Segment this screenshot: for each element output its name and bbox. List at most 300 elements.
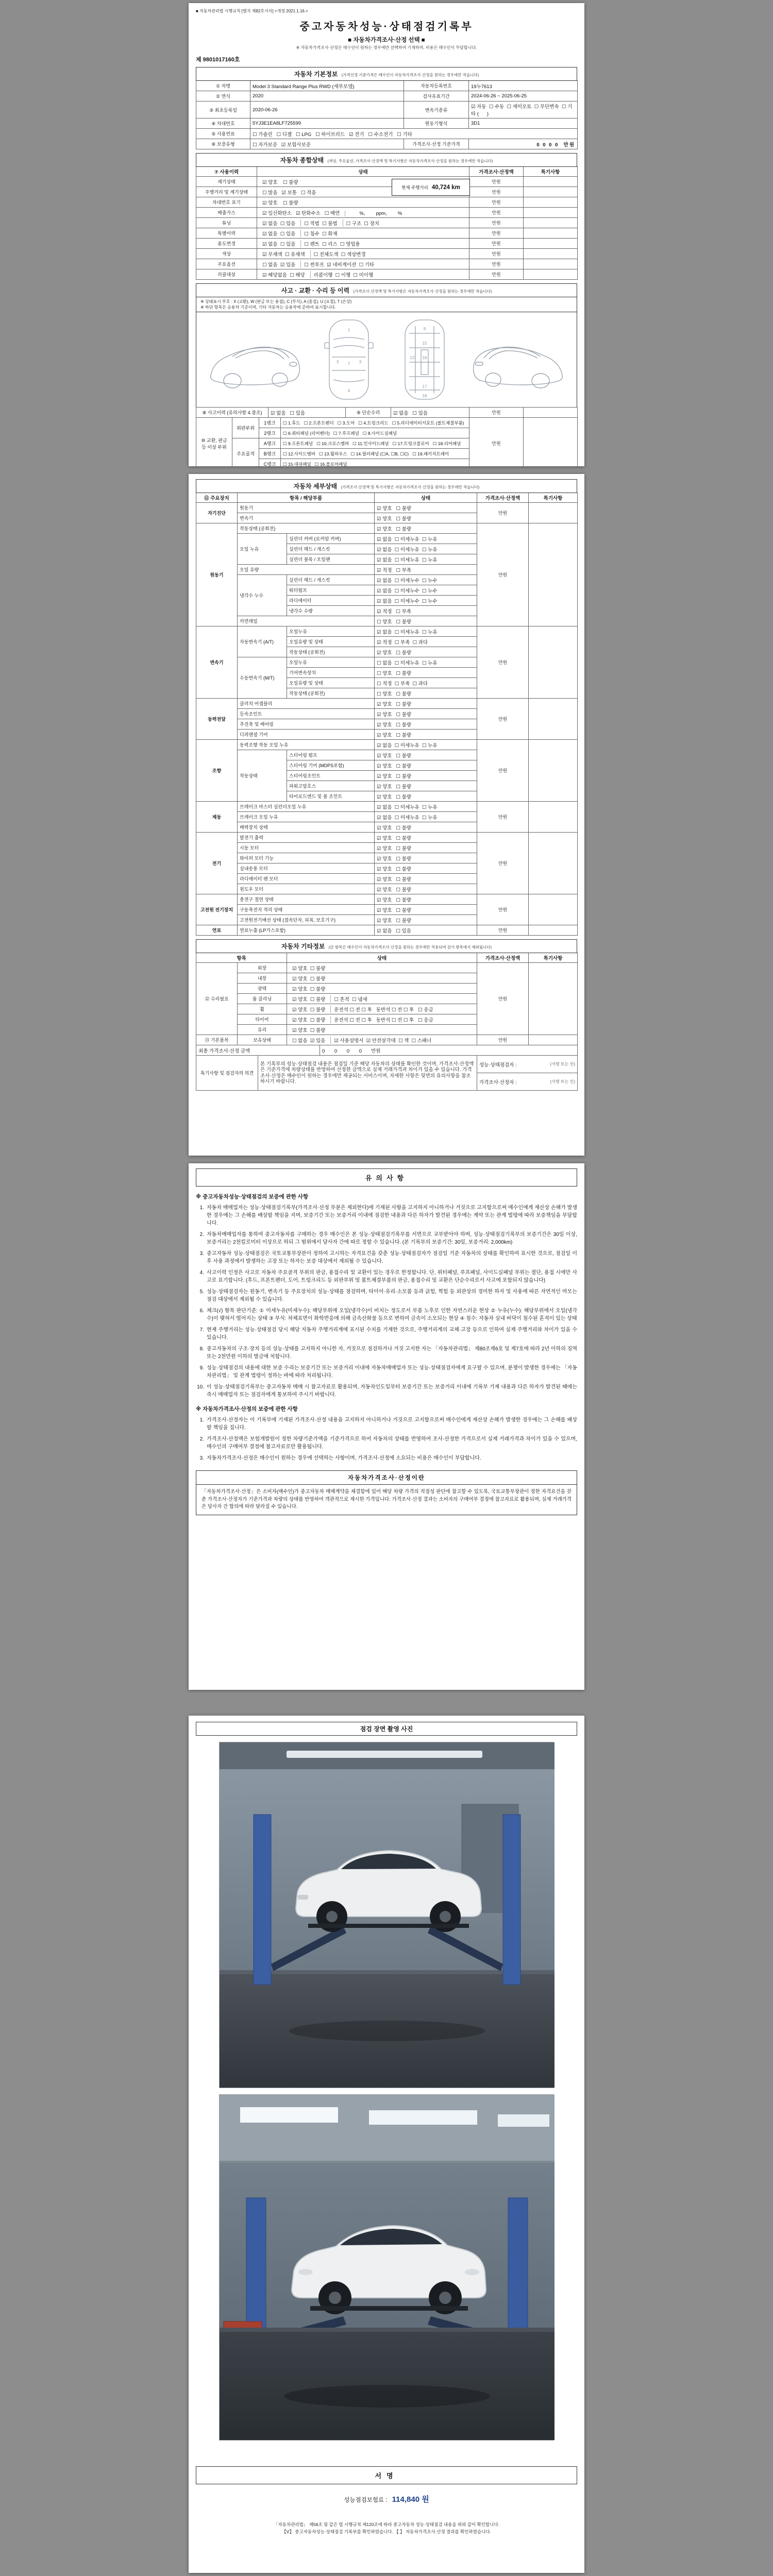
item-label: 시동 모터 [238,843,375,853]
table-row [196,187,578,197]
accident-history-label: ⑧ 사고이력 (유의사항 4.참조) [196,408,268,418]
use-history-label: 주요옵션 [196,259,257,269]
table-row [196,1056,578,1073]
notice-item [196,1269,577,1284]
footer-line-1: 「자동차관리법」 제58조 및 같은 법 시행규칙 제120조에 따라 중고자동차 성능·상태점검 내용을 위와 같이 확인합니다. [274,2522,499,2527]
device-group-label: 변속기 [196,626,238,699]
table-row [196,1045,578,1056]
item-label: 스티어링조인트 [287,771,375,781]
checkbox-group: ☐ 적법 ☐ 불법 [300,219,340,227]
status-cell [257,218,469,228]
status-cell: ☑ 양호 ☐ 불량 [375,750,477,760]
document-number: 제 9801017160호 [196,57,240,63]
status-cell: ☑ 양호 ☐ 불량 [375,760,477,771]
checkbox-group: ☑ 양호 ☐ 불량 [292,976,326,982]
section-title-text: 자동차 세부상태 [293,483,338,490]
notice-number: 5. [199,1289,204,1295]
status-cell: ☑ 양호 ☐ 불량 [375,853,477,863]
checkbox-group: ☑ 양호 ☐ 불량 [292,1007,326,1013]
table-row [196,228,578,239]
notice-number: 7. [199,1327,204,1333]
inspection-photo-1 [219,1742,554,2088]
use-history-label: 주행거리 및 계기상태 [196,187,257,197]
field-label: ③ 최초등록일 [196,101,250,118]
inspection-premium [196,2494,577,2504]
item-label: 등속조인트 [238,709,375,719]
etc-group-label: ⑫ 수리필요 [196,963,238,1035]
exchange-panel-table [196,417,578,466]
status-cell: ☑ 양호 ☐ 불량 [375,833,477,843]
use-history-label: 용도변경 [196,239,257,249]
notice-number: 6. [199,1308,204,1314]
field-value: ☑ 자동 ☐ 수동 ☐ 세미오토 ☐ 무단변속 ☐ 기타 ( ) [469,101,578,118]
svg-text:18: 18 [422,394,427,398]
etc-group-label: ⑬ 기본품목 [196,1035,238,1045]
section-title-text: 사고 · 교환 · 수리 등 이력 [281,287,350,294]
status-cell: ☑ 양호 ☐ 불량 [375,894,477,905]
status-cell: ☑ 양호 ☐ 불량 [375,647,477,657]
field-label: ⑥ 보증유형 [196,139,250,149]
table-row [196,408,578,418]
device-group-label: 연료 [196,925,238,936]
field-value: ☐ 가솔린 ☐ 디젤 ☐ LPG ☐ 하이브리드 ☑ 전기 ☐ 수소전기 ☐ 기타 [250,129,578,139]
checkbox-group: ☑ 없음 ☐ 있음 [262,241,296,247]
notice-head-1: ※ 중고자동차성능·상태점검의 보증에 관한 사항 [196,1194,309,1200]
section-title-detail [196,479,577,493]
table-row [196,523,578,534]
item-group-label: 냉각수 누수 [238,575,287,616]
checkbox-group: ☑ 양호 ☐ 불량 [262,179,298,185]
status-cell: ☑ 양호 ☐ 불량 [375,719,477,730]
note-cell [529,833,578,894]
inspector-sign-label: 성능·상태점검자 : [479,1062,517,1068]
svg-text:1: 1 [348,328,350,332]
item-label: 오일유량 및 상태 [287,637,375,647]
checkbox-group: ☑ 해당없음 ☐ 해당 [262,272,305,278]
notice-text: 이 성능·상태점검기록부는 중고자동차 매매 시 참고자료로 활용되며, 자동차인도일부터 보증기간 또는 보증거리 이내에 기록부 기재 내용과 다른 하자가 발견된 때에는 즉시 매매업자 또는 점검자에게 통보하여 주시기 바랍니다. [207,1384,577,1398]
amount-cell: 만원 [469,218,524,228]
status-cell: ☑ 없음 ☐ 미세누유 ☐ 누유 [375,544,477,554]
table-row [196,699,578,709]
appraiser-sign-cell [477,1073,578,1091]
item-label: 구동축전지 격리 상태 [238,905,375,915]
rank-label: 1랭크 [259,418,281,428]
sign-suffix: (서명 또는 인) [550,1079,575,1084]
use-history-label: 차대번호 표기 [196,197,257,208]
amount-cell: 만원 [469,259,524,269]
status-cell: ☑ 양호 ☐ 불량 [375,863,477,874]
note-cell [529,699,578,740]
status-cell [287,1014,477,1025]
car-top-view-diagram [314,316,383,403]
svg-text:7: 7 [348,362,350,366]
item-label: 라디에이터 [287,596,375,606]
etc-item-label: 휠 [238,1004,287,1014]
inspection-photo-2 [219,2094,554,2441]
status-cell: ☑ 양호 ☐ 불량 [375,791,477,802]
use-history-label: 배출가스 [196,208,257,218]
status-cell: ☑ 양호 ☐ 불량 [375,884,477,894]
rank-label: C랭크 [259,459,281,467]
amount-cell: 만원 [469,408,524,418]
status-cell [257,197,469,208]
status-cell: ☑ 없음 ☐ 미세누수 ☐ 누수 [375,596,477,606]
item-label: 커먼레일 [238,616,375,626]
status-cell [287,963,477,973]
checkbox-group: 운전석 ☐ 전 ☐ 후 동반석 ☐ 전 ☐ 후 ☐ 응급 [330,1006,436,1013]
status-cell [257,239,469,249]
item-label: 추진축 및 베어링 [238,719,375,730]
status-cell: ☑ 양호 ☐ 불량 [375,503,477,513]
col-header-note: 특기사항 [529,493,578,503]
col-header-amount: 가격조사·산정액 [477,953,529,963]
rank-items: ☐ 1.후드 ☐ 2.프론트펜더 ☐ 3.도어 ☐ 4.트렁크리드 ☐ 5.라디에이터서포트 (볼트체결부품) [281,418,469,428]
item-label: 파워고압호스 [287,781,375,791]
item-label: 스티어링 펌프 [287,750,375,760]
table-row [196,218,578,228]
svg-text:3: 3 [337,360,339,364]
amount-cell: 만원 [477,894,529,925]
status-cell: ☑ 없음 ☐ 미세누유 ☐ 누유 [375,534,477,544]
table-row [196,1035,578,1045]
page-4 [189,1716,584,2573]
item-label: 오일누유 [287,657,375,668]
checkbox-group: ☑ 일산화탄소 ☑ 탄화수소 ☐ 매연 [262,210,340,216]
item-label: 기어변속장치 [287,668,375,678]
status-cell: ☑ 없음 ☐ 미세누수 ☐ 누수 [375,575,477,585]
checkbox-group: ☐ 흔적 ☐ 냄새 [330,995,370,1003]
car-underbody-diagram [390,316,459,403]
final-amount-table [196,1045,578,1056]
field-label: 자동차등록번호 [404,81,469,91]
item-label: 브레이크 오일 누유 [238,812,375,822]
rank-label: 2랭크 [259,428,281,438]
field-value: Model 3 Standard Range Plus RWD (세부모델) [250,81,404,91]
notice-text: 성능·상태점검의 내용에 대한 보증 수리는 보증기간 또는 보증거리 이내에 자동차매매업자 또는 성능·상태점검자에게 요구할 수 있으며, 분쟁이 발생한 경우에는 「자동차관리법」 및 관계 법령이 정하는 바에 따라 처리됩니다. [207,1365,577,1379]
item-label: 배력장치 상태 [238,822,375,833]
notice-item [196,1288,577,1303]
opinion-label: 특기사항 및 점검자의 의견 [196,1056,258,1091]
amount-cell: 만원 [469,249,524,259]
item-label: 타이로드엔드 및 볼 조인트 [287,791,375,802]
status-cell [287,984,477,994]
section-note: (색상, 주요옵션, 가격조사·산정액 및 특기사항은 자동차가격조사·산정을 원하는 경우에만 적습니다) [327,159,493,163]
checkbox-group: ☑ 없음 ☐ 있음 [262,231,296,237]
status-cell: ☐ 양호 ☐ 불량 [375,668,477,678]
item-group-label: 오일 누유 [238,534,287,565]
item-label: 클러치 어셈블리 [238,699,375,709]
note-cell [524,249,578,259]
note-cell [529,963,578,1035]
status-cell: ☑ 양호 ☐ 불량 [375,822,477,833]
notice-number: 3. [199,1251,204,1257]
sign-suffix: (서명 또는 인) [550,1062,575,1066]
notice-item [196,1435,577,1451]
simple-repair-value: ☑ 없음 ☐ 있음 [391,408,469,418]
table-row [196,418,578,428]
table-row [196,925,578,936]
svg-text:17: 17 [422,384,427,389]
svg-text:16: 16 [422,355,427,360]
field-value: 3D1 [469,118,578,129]
note-cell [529,802,578,833]
item-label: 작동상태 (공회전) [287,647,375,657]
rank-items: ☐ 12.사이드멤버 ☐ 13.휠하우스 ☐ 14.필러패널 (☐A, ☐B, ☐C) ☐ 19.패키지트레이 [281,449,469,459]
device-group-label: 조향 [196,740,238,802]
col-header-state: 상태 [375,493,477,503]
item-group-label: 자동변속기 (A/T) [238,626,287,657]
amount-cell: 만원 [477,626,529,699]
table-row [196,894,578,905]
table-row [196,239,578,249]
checkbox-group: ☑ 사용설명서 ☑ 안전삼각대 ☐ 잭 ☐ 스패너 [330,1037,434,1044]
table-row [196,626,578,637]
notice-item [196,1204,577,1227]
final-amount-label: 최종 가격조사·산정 금액 [196,1045,320,1056]
amount-cell: 만원 [469,239,524,249]
rank-items: ☐ 6.쿼터패널 (리어펜더) ☐ 7.루프패널 ☐ 8.사이드실패널 [281,428,469,438]
svg-text:4: 4 [348,388,350,393]
detail-state-table [196,493,578,936]
item-label: 와이퍼 모터 기능 [238,853,375,863]
exchange-label: ⑩ 교환, 판금 등 이상 부위 [196,418,232,467]
premium-value: 114,840 원 [392,2495,429,2504]
damage-legend-note: ※ 하단 항목은 승용차 기준이며, 기타 자동차는 승용차에 준하여 표시합니다. [200,305,336,310]
status-cell: ☑ 없음 ☐ 미세누수 ☐ 누수 [375,585,477,596]
notice-item [196,1383,577,1399]
checkbox-group: ☑ 양호 ☐ 불량 [292,965,326,972]
overall-table-wrap [196,166,577,280]
notice-title: 유의사항 [196,1168,577,1187]
item-label: 원동기 [238,503,375,513]
notice-text: 가격조사·산정액은 보험개발원이 정한 차량기준가액을 기준가격으로 하여 자동차의 상태를 반영하여 조사·산정한 가격으로서 실제 거래가격과 차이가 있을 수 있으며, 매수인의 구매여부 결정에 참고자료로만 활용됩니다. [207,1436,577,1450]
amount-cell: 만원 [469,177,524,187]
device-group-label: 동력전달 [196,699,238,740]
field-value: 0 0 0 0 만원 [469,139,578,149]
notice-list-2 [196,1416,577,1462]
field-label: ④ 차대번호 [196,118,250,129]
note-cell [524,177,578,187]
note-cell [524,208,578,218]
table-row [196,833,578,843]
item-label: 실린더 커버 (로커암 커버) [287,534,375,544]
photo-section-title [196,1722,577,1736]
notice-text: 현재 주행거리는 성능·상태점검 당시 해당 자동차 주행거리계에 표시된 수치를 기재한 것으로, 주행거리계의 교체·고장 등으로 인하여 실제 주행거리와 차이가 있을 수 있습니다. [207,1327,577,1341]
inspection-photo-1-scene [220,1742,554,2088]
col-header-amount: 가격조사·산정액 [469,167,524,177]
checkbox-group: ☐ 없음 ☑ 있음 [292,1038,326,1044]
status-cell: ☑ 적정 ☐ 부족 [375,565,477,575]
item-label: 라디에이터 팬 모터 [238,874,375,884]
section-note: (가격조사·산정액 및 특기사항은 자동차가격조사·산정을 원하는 경우에만 적습니다) [341,485,480,489]
rank-label: B랭크 [259,449,281,459]
section-title-text: 점검 장면 촬영 사진 [360,1725,413,1733]
amount-cell: 만원 [469,197,524,208]
notice-text: 중고자동차 성능·상태점검은 국토교통부장관이 정하여 고시하는 자격요건을 갖춘 성능·상태점검자가 점검일 기준 자동차의 상태를 확인하여 표시한 것으로, 점검일 이후 사용 과정에서 발생하는 고장 또는 하자는 보증 대상에서 제외될 수 있습니다. [207,1251,577,1264]
item-group-label: 작동상태 [238,750,287,802]
notice-text: 성능·상태점검자는 원동기, 변속기 등 주요장치의 성능·상태를 점검하며, 타이어·유리·소모품 등과 긁힘, 찍힘 등 외관상의 경미한 하자 및 사용에 따른 자연적인 마모는 점검 대상에서 제외될 수 있습니다. [207,1289,577,1302]
table-row [196,118,578,129]
checkbox-group: ☐ 많음 ☑ 보통 ☐ 적음 [262,190,316,196]
status-cell: ☑ 없음 ☐ 미세누유 ☐ 누유 [375,554,477,565]
page-2 [189,474,584,1156]
amount-cell: 만원 [477,1035,529,1045]
status-cell: ☑ 양호 ☐ 불량 [375,771,477,781]
status-cell: ☑ 양호 ☐ 불량 [375,843,477,853]
notice-item [196,1416,577,1432]
footer-notes [196,2521,577,2535]
notice-item [196,1364,577,1380]
footer-line-2: 【Ⅴ】 중고자동차성능·상태점검 기록부를 확인하였습니다. 【 】 자동차가격조사·산정 결과를 확인하였습니다. [282,2529,491,2534]
notice-text: 가격조사·산정자는 이 기록부에 기재된 가격조사·산정 내용을 고지하지 아니하거나 거짓으로 고지함으로써 매수인에게 재산상 손해가 발생한 경우에는 그 손해를 배상할 책임을 집니다. [207,1417,577,1431]
rank-items: ☐ 15.대쉬패널 ☐ 16.플로어패널 [281,459,469,467]
status-cell [257,259,469,269]
item-group-label: 수동변속기 (M/T) [238,657,287,699]
note-cell [524,408,578,418]
notice-number: 1. [199,1205,204,1211]
status-cell: ☑ 양호 ☐ 불량 [375,874,477,884]
accident-history-value: ☑ 없음 ☐ 있음 [268,408,346,418]
col-header-note: 특기사항 [529,953,578,963]
section-note: (가격산정 기준가격은 매수인이 자동차가격조사·산정을 원하는 경우에만 적습니다) [341,73,479,77]
appraisal-definition-box [196,1470,577,1515]
checkbox-group: 운전석 ☐ 전 ☐ 후 동반석 ☐ 전 ☐ 후 ☐ 응급 [330,1016,436,1023]
item-label: 스티어링 기어 (MDPS포함) [287,760,375,771]
status-cell: ☑ 양호 ☐ 불량 [375,781,477,791]
section-note: (가격조사·산정액 및 특기사항은 자동차가격조사·산정을 원하는 경우에만 적습니다) [353,289,492,294]
section-title-etc [196,939,577,953]
opinion-text: 본 기록부의 성능·상태점검 내용은 점검일 기준 해당 자동차의 상태를 확인한 것이며, 가격조사·산정액은 기준가격에 차량상태를 반영하여 산정한 금액으로 실제 거래가격과 차이가 있을 수 있습니다. 가격조사·산정은 매수인이 원하는 경우에만 제공되는 서비스이며, 자세한 사항은 뒷면의 유의사항을 참조하시기 바랍니다. [258,1056,477,1091]
notice-item [196,1250,577,1265]
section-note: (⑫ 항목은 매수인이 자동차가격조사·산정을 원하는 경우에만 적용되며 감가 항목에서 제외됩니다) [328,945,492,950]
ceiling-light [287,1751,482,1758]
car-rear-perspective-diagram [465,316,570,403]
current-mileage-box [392,179,470,196]
status-cell [287,994,477,1004]
etc-item-label: 타이어 [238,1014,287,1025]
table-row [196,177,578,187]
section-title-text: 자동차 기타정보 [281,943,325,950]
item-label: 냉각수 수량 [287,606,375,616]
etc-item-label: 내장 [238,973,287,984]
amount-cell: 만원 [477,802,529,833]
notice-text: 자동차매매업자를 통하여 중고자동차를 구매하는 경우 매수인은 본 성능·상태점검기록부를 서면으로 교부받아야 하며, 성능·상태점검기록부의 보증기간은 30일 이상, 보증거리는 2천킬로미터 이상으로 하되 그 범위에서 당사자 간에 따로 정할 수 있습니다. (본 기록부의 보증기간: 30일, 보증거리: 2,000km) [207,1232,577,1245]
status-cell: ☑ 양호 ☐ 불량 [375,699,477,709]
item-label: 고전원전기배선 상태 (접속단자, 피복, 보호기구) [238,915,375,925]
notice-number: 10. [197,1384,204,1390]
etc-item-label: 룸 클리닝 [238,994,287,1004]
table-row [196,259,578,269]
overall-state-table [196,166,578,280]
section-title-text: 자동차 종합상태 [280,157,324,164]
notice-text: 자동차 매매업자는 성능·상태점검기록부(가격조사·산정 부분은 제외한다)에 기재된 사항을 고지하지 아니하거나 거짓으로 고지함으로써 매수인에게 재산상 손해가 발생한 경우에는 그 손해를 배상할 책임을 지며, 보증기간 또는 보증거리 이내에 점검한 내용과 다른 하자가 발견된 경우에는 계약 또는 관계 법령에 따라 보증책임을 부담합니다. [207,1205,577,1226]
table-row [196,197,578,208]
notice-number: 2. [199,1232,204,1238]
amount-cell: 만원 [477,523,529,626]
status-cell: ☐ 없음 ☐ 미세누유 ☐ 누유 [375,657,477,668]
note-cell [529,503,578,523]
panel-group-label: 주요골격 [232,438,259,467]
section-title-overall [196,153,577,167]
field-label: 검사유효기간 [404,91,469,101]
item-label: 오일누유 [287,626,375,637]
inspector-sign-cell [477,1056,578,1073]
table-row [196,129,578,139]
device-group-label: 자기진단 [196,503,238,523]
amount-cell: 만원 [477,833,529,894]
note-cell [529,740,578,802]
table-row [196,963,578,973]
svg-text:9: 9 [423,327,426,331]
note-cell [524,197,578,208]
use-history-label: 색상 [196,249,257,259]
col-header-item: 항목 [196,953,287,963]
status-cell: ☑ 양호 ☐ 불량 [375,730,477,740]
mileage-label: 현재 주행거리 [401,184,428,190]
item-label: 오일유량 및 상태 [287,678,375,688]
mileage-value: 40,724 km [431,184,460,191]
status-cell [257,249,469,259]
item-label: 오일 유량 [238,565,375,575]
document-subnote: ※ 자동차가격조사·산정은 매수인이 원하는 경우에만 선택하여 기재하며, 비용은 매수인이 부담합니다. [296,45,477,50]
amount-cell: 만원 [469,228,524,239]
status-cell [287,973,477,984]
status-cell: ☑ 적정 ☐ 부족 [375,606,477,616]
col-header-use-history: ⑦ 사용이력 [196,167,257,177]
inspection-photo-2-scene [220,2095,554,2440]
svg-text:3: 3 [359,360,362,364]
amount-cell: 만원 [477,503,529,523]
use-history-label: 튜닝 [196,218,257,228]
etc-info-table [196,953,578,1045]
damage-diagrams [196,312,577,408]
form-reference: ■ 자동차관리법 시행규칙 [별지 제82호서식] <개정 2021.1.16.> [196,9,308,13]
field-label: ① 차명 [196,81,250,91]
final-amount-digits: 0 0 0 0 [322,1048,366,1054]
field-label: 변속기종류 [404,101,469,118]
field-value: 19누7613 [469,81,578,91]
checkbox-group: ☐ 없음 ☑ 있음 [262,262,296,268]
car-front-perspective-diagram [203,316,308,403]
field-label: ⑤ 사용연료 [196,129,250,139]
note-cell [524,187,578,197]
checkbox-group: ☐ 렌트 ☐ 리스 ☐ 영업용 [300,240,363,247]
checkbox-group: 리콜이행 ☐ 이행 ☐ 미이행 [310,271,376,278]
etc-item-label: 유리 [238,1025,287,1035]
amount-cell: 만원 [469,418,524,467]
notice-text: 체크(√) 항목 판단기준: ① 미세누유(미세누수): 해당부위에 오일(냉각수)이 비치는 정도로서 부품 노후로 인한 자연스러운 현상 ② 누유(누수): 해당부위에서 오일(냉각수)이 맺혀서 떨어지는 상태 ③ 부식: 차체표면이 화학반응에 의해 금속산화물 등으로 변하여 금속이 소모되는 현상 ④ 침수: 자동차 실내 바닥이 침수된 흔적이 있는 상태 [207,1308,577,1321]
notice-item [196,1454,577,1462]
document-subtitle: ■ 자동차가격조사·산정 선택 ■ [348,37,425,43]
amount-cell: 만원 [477,963,529,1035]
status-cell: ☑ 없음 ☐ 있음 [375,925,477,936]
item-label: 실린더 헤드 / 개스킷 [287,544,375,554]
item-label: 작동상태 (공회전) [287,688,375,699]
amount-cell: 만원 [469,187,524,197]
item-label: 실내송풍 모터 [238,863,375,874]
etc-item-label: 광택 [238,984,287,994]
table-row [196,802,578,812]
final-amount-unit: 만원 [371,1048,381,1054]
notice-number: 8. [199,1346,204,1352]
notice-item [196,1345,577,1361]
device-group-label: 전기 [196,833,238,894]
status-cell [287,1004,477,1014]
col-header-state: 상태 [287,953,477,963]
notice-number: 2. [199,1436,204,1442]
col-header-device: ⑪ 주요장치 [196,493,238,503]
notice-number: 1. [199,1417,204,1423]
